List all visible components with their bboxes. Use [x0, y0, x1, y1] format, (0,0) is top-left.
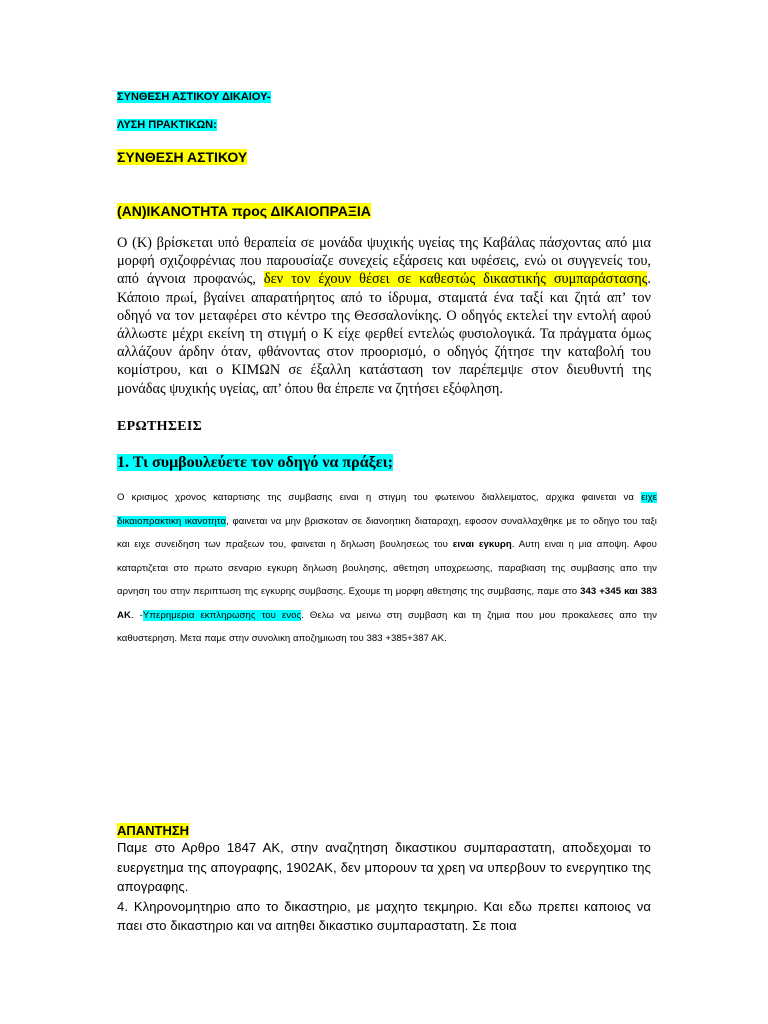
questions-heading: ΕΡΩΤΗΣΕΙΣ: [117, 419, 203, 434]
notes-paragraph: [117, 486, 657, 651]
answer-paragraph: [117, 838, 651, 936]
answer-text-1: Παμε στο Αρθρο 1847 ΑΚ, στην αναζητηση δικαστικου συμπαραστατη, αποδεχομαι το ευεργετημα της απογραφης, 1902ΑΚ, δεν μπορουν τα χρεη να υπερβουν το ενεργητικο της απογραφης.: [117, 840, 651, 894]
title-heading: [117, 91, 271, 103]
notes-text-4: . -: [130, 609, 143, 621]
topic-heading: [117, 203, 371, 219]
answer-heading: [117, 823, 189, 838]
topic-text: (ΑΝ)ΙΚΑΝΟΤΗΤΑ προς ΔΙΚΑΙΟΠΡΑΞΙΑ: [117, 203, 371, 219]
notes-highlight-1: ειχε δικαιοπρακτικη ικανοτητα: [117, 492, 657, 527]
answer-text-2: 4. Κληρονομητηριο απο το δικαστηριο, με μαχητο τεκμηριο. Και εδω πρεπει καποιος να παει στο δικαστηριο και να αιτηθει δικαστικο συμπαραστατη. Σε ποια: [117, 898, 651, 933]
section-heading: [117, 149, 247, 165]
section-text: ΣΥΝΘΕΣΗ ΑΣΤΙΚΟΥ: [117, 149, 248, 165]
title-text: ΣΥΝΘΕΣΗ ΑΣΤΙΚΟΥ ΔΙΚΑΙΟΥ-: [117, 91, 271, 103]
subtitle-text: ΛΥΣΗ ΠΡΑΚΤΙΚΩΝ:: [117, 119, 217, 131]
notes-text-2: , φαινεται να μην βρισκοταν σε διανοητικη διαταραχη, εφοσον συναλλαχθηκε με το οδηγο του ταξι και ειχε συνειδηση των πραξεων του, φαινεται η δηλωση βουλησεως του: [117, 515, 657, 550]
case-text-1: Ο (Κ) βρίσκεται υπό θεραπεία σε μονάδα ψυχικής υγείας της Καβάλας πάσχοντας από μια μορφή σχιζοφρένιας που παρουσίαζε συνεχείς εξάρσεις και υφέσεις, ενώ οι συγγενείς του, από άγνοια προφανώς,: [117, 235, 651, 288]
case-highlight: δεν τον έχουν θέσει σε καθεστώς δικαστικής συμπαράστασης: [263, 271, 648, 288]
notes-highlight-2: Υπερημερια εκπληρωσης του ενος: [142, 609, 302, 621]
notes-text-3: . Αυτη ειναι η μια αποψη. Αφου καταρτιζεται στο πρωτο σεναριο εγκυρη δηλωση βουλησης, αθετηση υποχρεωσης, παραβιαση της συμβασης απο την αρνηση του στην περιπτωση της εγκυρης συμβασης. Εχουμε τη μορφη αθετησης της συμβασης, παμε στο: [117, 539, 657, 597]
question-1: [117, 454, 393, 472]
notes-bold-2: 343 +345 και 383 ΑΚ: [117, 586, 657, 621]
case-text-2: . Κάποιο πρωί, βγαίνει απαρατήρητος από το ίδρυμα, σταματά ένα ταξί και ζητά απ’ τον οδηγό να τον μεταφέρει στο κέντρο της Θεσσαλονίκης. Ο οδηγός εκτελεί την εντολή αφού άλλωστε μέχρι εκείνη τη στιγμή ο Κ είχε φερθεί εντελώς φυσιολογικά. Τα πράγματα όμως αλλάζουν άρδην όταν, φθάνοντας στον προορισμό, ο οδηγός ζήτησε την καταβολή του κομίστρου, και ο ΚΙΜΩΝ σε έξαλλη κατάσταση τον παρέπεμψε στον διευθυντή της μονάδας ψυχικής υγείας, απ’ όπου θα έπρεπε να ζητήσει εξόφληση.: [117, 271, 651, 397]
question-1-text: 1. Τι συμβουλεύετε τον οδηγό να πράξει;: [117, 454, 393, 471]
case-paragraph: [117, 234, 651, 398]
notes-text-5: . Θελω να μεινω στη συμβαση και τη ζημια που μου προκαλεσες απο την καθυστερηση. Μετα παμε στην συνολικη αποζημιωση του 383 +385+387 ΑΚ.: [117, 609, 657, 644]
answer-heading-text: ΑΠΑΝΤΗΣΗ: [117, 823, 190, 838]
notes-bold-1: ειναι εγκυρη: [452, 539, 512, 550]
subtitle-heading: [117, 119, 217, 131]
notes-text-1: Ο κρισιμος χρονος καταρτισης της συμβασης ειναι η στιγμη του φωτεινου διαλλειματος, αρχικα φαινεται να: [117, 492, 642, 503]
